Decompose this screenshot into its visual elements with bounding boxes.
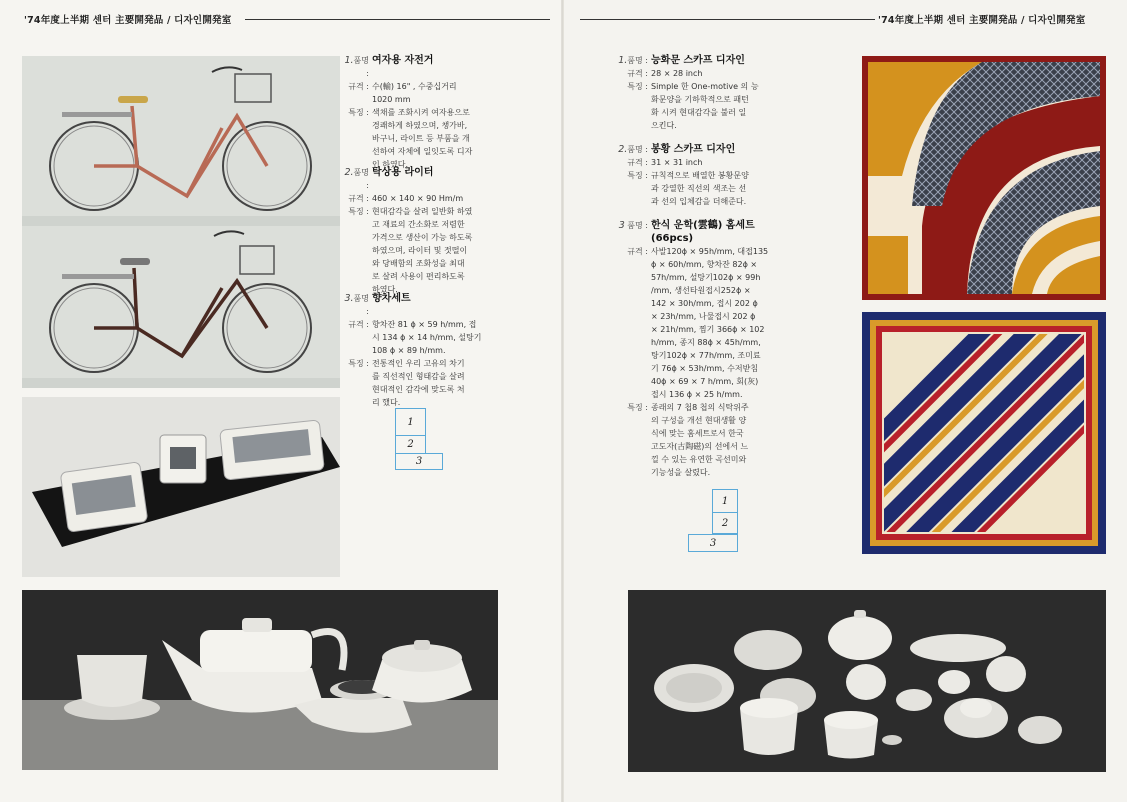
feature-line: 낄 수 있는 유연한 곡선미와 xyxy=(651,455,747,464)
name-label: 품명 : xyxy=(627,145,648,154)
feature-line: 화문양을 기하학적으로 패턴 xyxy=(651,95,749,104)
feature-line: 와 당배함의 조화성을 최대 xyxy=(372,259,465,268)
feature-label: 특징 : xyxy=(627,82,648,91)
feature-line: 전통적인 우리 고유의 차기 xyxy=(372,359,465,368)
item-number: 1. xyxy=(618,55,628,66)
feature-line: 를 직선적인 형태감을 살려 xyxy=(372,372,465,381)
item-number: 1. xyxy=(344,55,354,66)
feature-line: 하였다. xyxy=(372,285,398,294)
tea-set-photo xyxy=(22,590,498,770)
spec-line: 40ϕ × 69 × 7 h/mm, 회(灰) xyxy=(651,377,759,386)
feature-line: 로 살려 사용이 편리하도록 xyxy=(372,272,465,281)
item-title: 한식 운학(雲鶴) 홈세트 xyxy=(651,220,755,231)
spec-line: 57h/mm, 설탕기102ϕ × 99h xyxy=(651,273,761,282)
item-number: 3. xyxy=(344,293,354,304)
left-item-1 xyxy=(343,54,518,171)
spec-line: ϕ × 60h/mm, 향차잔 82ϕ × xyxy=(651,260,758,269)
feature-line: 고도자(古陶磁)의 선에서 느 xyxy=(651,442,749,451)
spec-line: 탕기102ϕ × 77h/mm, 조미료 xyxy=(651,351,761,360)
name-label: 품명 : xyxy=(627,221,648,230)
spec-label: 규격 : xyxy=(627,69,648,78)
diamond-scarf-photo xyxy=(862,56,1106,300)
item-number: 2. xyxy=(344,167,354,178)
bicycles-illustration xyxy=(22,56,340,388)
left-item-3 xyxy=(343,292,518,409)
item-subtitle: (66pcs) xyxy=(651,233,694,244)
key-box-3: 3 xyxy=(395,453,443,470)
spec-line: 시 134 ϕ × 14 h/mm, 설탕기 xyxy=(372,333,482,342)
item-title: 봉황 스카프 디자인 xyxy=(651,144,736,155)
feature-line: 인 하였다. xyxy=(372,160,408,169)
page-gutter xyxy=(561,0,564,802)
home-set-illustration xyxy=(628,590,1106,772)
key-box-2: 2 xyxy=(395,435,426,454)
item-title: 여자용 자전거 xyxy=(372,55,434,66)
spec-line: 31 × 31 inch xyxy=(651,158,703,167)
spec-line: 수(輸) 16" , 수중십거리 xyxy=(372,82,457,91)
spec-label: 규격 : xyxy=(348,82,369,91)
feature-line: 과 선의 입체감을 더해준다. xyxy=(651,197,747,206)
right-layout-key xyxy=(688,489,738,552)
feature-line: 바구니, 라이트 등 부품을 개 xyxy=(372,134,470,143)
feature-line: Simple 한 One-motive 의 능 xyxy=(651,82,759,91)
feature-line: 하였으며, 라이터 및 젓떨이 xyxy=(372,246,468,255)
spec-label: 규격 : xyxy=(348,194,369,203)
feature-line: 의 구성을 개선 현대생활 양 xyxy=(651,416,747,425)
item-number: 2. xyxy=(618,144,628,155)
spec-line: 1020 mm xyxy=(372,95,411,104)
left-layout-key xyxy=(395,408,443,470)
diamond-scarf-illustration xyxy=(862,56,1106,300)
left-header-rule xyxy=(245,19,550,20)
name-label: 품명 : xyxy=(627,56,648,65)
feature-label: 특징 : xyxy=(627,171,648,180)
feature-line: 선하여 자체에 일잇도록 디자 xyxy=(372,147,473,156)
left-header: '74年度上半期 센터 主要開発品 / 디자인開発室 xyxy=(24,15,232,26)
right-item-2 xyxy=(612,143,782,208)
item-number: 3 xyxy=(618,220,625,231)
spec-label: 규격 : xyxy=(348,320,369,329)
spec-line: 142 × 30h/mm, 접시 202 ϕ xyxy=(651,299,758,308)
item-title: 능화문 스카프 디자인 xyxy=(651,55,745,66)
right-header: '74年度上半期 센터 主要開発品 / 디자인開発室 xyxy=(878,15,1086,26)
feature-line: 경쾌하게 하였으며, 챙가바, xyxy=(372,121,468,130)
key-box-1: 1 xyxy=(395,408,426,436)
item-title: 향차세트 xyxy=(372,293,411,304)
feature-label: 특징 : xyxy=(348,359,369,368)
bicycles-photo xyxy=(22,56,340,388)
feature-line: 과 강열한 직선의 색조는 선 xyxy=(651,184,747,193)
feature-line: 으킨다. xyxy=(651,121,677,130)
feature-line: 색채를 조화시켜 여자용으로 xyxy=(372,108,470,117)
home-set-photo xyxy=(628,590,1106,772)
right-header-rule xyxy=(580,19,875,20)
spec-line: 460 × 140 × 90 Hm/m xyxy=(372,194,464,203)
tea-set-illustration xyxy=(22,590,498,770)
spec-line: 108 ϕ × 89 h/mm. xyxy=(372,346,446,355)
spec-line: 접시 136 ϕ × 25 h/mm. xyxy=(651,390,743,399)
feature-line: 리 했다. xyxy=(372,398,401,407)
feature-line: 식에 맞는 홈세트로서 한국 xyxy=(651,429,744,438)
feature-label: 특징 : xyxy=(348,108,369,117)
spec-label: 규격 : xyxy=(627,158,648,167)
phoenix-scarf-photo xyxy=(862,312,1106,554)
feature-line: 기능성을 살렸다. xyxy=(651,468,711,477)
left-item-2 xyxy=(343,166,518,296)
right-item-1 xyxy=(612,54,782,132)
key-box-2: 2 xyxy=(712,512,738,534)
spec-line: 사발120ϕ × 95h/mm, 대접135 xyxy=(651,247,769,256)
spec-line: h/mm, 종지 88ϕ × 45h/mm, xyxy=(651,338,761,347)
feature-line: 가격으로 생산이 가능 하도록 xyxy=(372,233,473,242)
feature-line: 규칙적으로 배열한 봉황문양 xyxy=(651,171,749,180)
key-box-1: 1 xyxy=(712,489,738,513)
item-title: 탁상용 라이터 xyxy=(372,167,434,178)
phoenix-scarf-illustration xyxy=(862,312,1106,554)
feature-line: 화 시켜 현대감각을 불러 일 xyxy=(651,108,747,117)
lighter-set-illustration xyxy=(22,397,340,577)
feature-line: 고 재료의 간소화로 저렴한 xyxy=(372,220,465,229)
spec-line: 향차잔 81 ϕ × 59 h/mm, 접 xyxy=(372,320,477,329)
feature-line: 종래의 7 첩8 첩의 식탁위주 xyxy=(651,403,749,412)
feature-line: 현대적인 감각에 맞도록 처 xyxy=(372,385,465,394)
feature-line: 현대감각을 살려 일반화 하였 xyxy=(372,207,473,216)
spec-line: × 23h/mm, 나물접시 202 ϕ xyxy=(651,312,756,321)
key-box-3: 3 xyxy=(688,534,738,552)
spec-line: 기 76ϕ × 53h/mm, 수저받침 xyxy=(651,364,759,373)
feature-label: 특징 : xyxy=(348,207,369,216)
spec-label: 규격 : xyxy=(627,247,648,256)
feature-label: 특징 : xyxy=(627,403,648,412)
right-item-3 xyxy=(612,219,784,479)
name-label: 품명 : xyxy=(353,294,369,316)
spec-line: /mm, 생선타원접시252ϕ × xyxy=(651,286,751,295)
spec-line: 28 × 28 inch xyxy=(651,69,703,78)
spec-line: × 21h/mm, 찜기 366ϕ × 102 xyxy=(651,325,765,334)
name-label: 품명 : xyxy=(353,168,369,190)
lighter-set-photo xyxy=(22,397,340,577)
name-label: 품명 : xyxy=(353,56,369,78)
